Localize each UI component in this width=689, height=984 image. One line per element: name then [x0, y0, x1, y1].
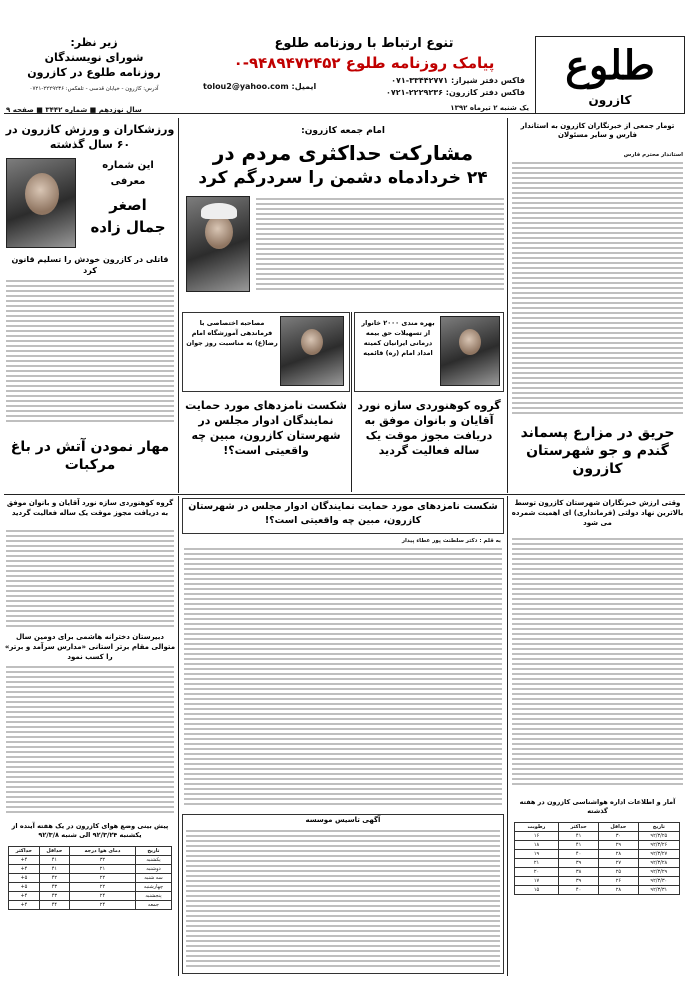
weather-heading: پیش بینی وضع هوای کازرون در یک هفته آینده از یکشنبه ۹۲/۳/۲۴ الی شنبه ۹۲/۳/۸ — [11, 822, 169, 839]
table-cell: ۱۹ — [515, 850, 559, 859]
table-cell: ۴۱ — [559, 841, 599, 850]
table-cell: ۹۲/۳/۳۱ — [638, 886, 679, 895]
reporters-body — [512, 538, 683, 788]
hiking-headline: گروه کوهنوردی سازه نورد آقایان و بانوان موفق به دریافت مجوز موقت یک ساله فعالیت گردید — [357, 399, 501, 457]
stats-header: حداکثر — [559, 823, 599, 832]
hiking-lower-heading: گروه کوهنوردی سازه نورد آقایان و بانوان موفق به دریافت مجوز موقت یک ساله فعالیت گردید — [6, 499, 174, 517]
logo-block — [535, 36, 685, 114]
table-row — [515, 850, 680, 859]
athlete-name-2: جمال زاده — [90, 218, 166, 236]
address: آدرس: کازرون - خیابان قدسی - تلفکس: ۲۲۲۹۲۳۶-۰۷۲۱ — [29, 86, 159, 92]
table-cell: ۴۳ — [39, 892, 69, 901]
table-cell: ۴۱ — [559, 832, 599, 841]
sports-intro-2: معرفی — [110, 176, 146, 187]
table-cell: ۲۵ — [599, 868, 638, 877]
table-cell: ۴۰ — [559, 886, 599, 895]
table-cell: ۳۹ — [559, 859, 599, 868]
table-row — [515, 841, 680, 850]
stats-header: رطوبت — [515, 823, 559, 832]
imam-photo — [186, 196, 250, 292]
lead-kicker: امام جمعه کازرون: — [301, 126, 385, 136]
center-body — [184, 548, 502, 808]
table-cell: ۹۲/۳/۲۹ — [638, 868, 679, 877]
table-cell: ۴+ — [9, 856, 40, 865]
sports-intro-1: این شماره — [102, 160, 154, 171]
email: ایمیل: tolou2@yahoo.com — [203, 82, 317, 91]
table-row — [9, 892, 172, 901]
stats-header: تاریخ — [638, 823, 679, 832]
table-cell: ۳۸ — [559, 868, 599, 877]
athlete-photo — [6, 158, 76, 248]
killer-heading: قاتلی در کازرون خودش را تسلیم قانون کرد — [11, 255, 169, 275]
table-cell: ۳۰ — [599, 832, 638, 841]
weather-table — [8, 846, 172, 910]
masthead — [0, 0, 689, 118]
tomar-body — [512, 162, 683, 418]
insurance-photo — [440, 316, 500, 386]
insurance-text: بهره مندی ۲۰۰۰ خانوار از تسهیلات حق بیمه درمانی ایرانیان کمیته امداد امام (ره) قائمیه — [361, 319, 435, 357]
table-cell: ۹۲/۳/۲۶ — [638, 841, 679, 850]
table-cell: ۱۷ — [515, 877, 559, 886]
table-row — [515, 868, 680, 877]
table-cell: ۴۰ — [559, 850, 599, 859]
issue-label: سال نوزدهم ■ شماره ۳۴۴۲ ■ صفحه ۹ — [6, 106, 142, 114]
table-cell: ۵+ — [9, 874, 40, 883]
table-cell: ۴۴ — [39, 901, 69, 910]
fax-shiraz: فاکس دفتر شیراز: ۳۳۴۴۲۷۷۱-۰۷۱ — [391, 76, 525, 85]
table-cell: ۵+ — [9, 883, 40, 892]
tomar-article — [510, 122, 685, 422]
table-cell: ۴۳ — [39, 883, 69, 892]
ads-title: آگهی تاسیس موسسه — [305, 816, 381, 824]
lead-headline-2: ۲۴ خردادماه دشمن را سردرگم کرد — [198, 168, 488, 188]
weather-header: تاریخ — [135, 847, 171, 856]
table-cell: ۴+ — [9, 892, 40, 901]
table-cell: ۲۴ — [70, 901, 136, 910]
hiking-lower-body — [6, 530, 174, 628]
editor-block — [4, 36, 184, 114]
logo-text: طلوع — [565, 42, 655, 89]
stats-header: حداقل — [599, 823, 638, 832]
fire-headline: حریق در مزارع پسماند گندم و جو شهرستان کازرون — [520, 425, 675, 477]
center-byline: به قلم : دکتر سلطنت پور عطاء پیدار — [401, 538, 501, 544]
stats-table — [514, 822, 680, 895]
lead-body — [256, 198, 504, 294]
interview-text: مصاحبه اختصاصی با فرماندهی آموزشگاه امام رضا(ع) به مناسبت روز جوان — [186, 319, 278, 347]
table-row — [9, 883, 172, 892]
reporters-heading: وقتی ارزش خبرنگاران شهرستان کازرون توسط بالاترین نهاد دولتی (فرمانداری) ای اهمیت شمرده می شود — [511, 499, 684, 527]
table-cell: سه شنبه — [135, 874, 171, 883]
table-cell: ۴۱ — [39, 865, 69, 874]
table-row — [9, 865, 172, 874]
table-cell: ۹۲/۳/۲۷ — [638, 850, 679, 859]
table-cell: ۲۴ — [70, 892, 136, 901]
table-cell: ۲۰ — [515, 868, 559, 877]
table-cell: ۲۹ — [599, 841, 638, 850]
table-cell: ۴+ — [9, 901, 40, 910]
weather-header: حداقل — [39, 847, 69, 856]
table-cell: ۴۱ — [39, 856, 69, 865]
sms-number: پیامک روزنامه طلوع ۹۴۸۹۴۷۲۴۵۲-۰ — [233, 54, 495, 72]
masthead-title: تنوع ارتباط با روزنامه طلوع — [274, 36, 454, 51]
table-cell: ۲۸ — [599, 850, 638, 859]
table-cell: ۱۵ — [515, 886, 559, 895]
logo-subtitle: کازرون — [588, 93, 632, 107]
table-cell: ۲۸ — [599, 886, 638, 895]
table-cell: ۱۸ — [515, 841, 559, 850]
interview-photo — [280, 316, 344, 386]
table-row — [9, 856, 172, 865]
fire2-headline: مهار نمودن آتش در باغ مرکبات — [10, 439, 170, 473]
tomar-byline: استاندار محترم فارس — [623, 152, 683, 158]
table-cell: ۲۱ — [70, 865, 136, 874]
weather-header: حداکثر — [9, 847, 40, 856]
athlete-name-1: اصغر — [109, 196, 147, 214]
table-cell: ۳۲ — [70, 856, 136, 865]
table-row — [515, 886, 680, 895]
lead-headline-1: مشارکت حداکثری مردم در — [212, 141, 474, 165]
tomar-heading: تومار جمعی از خبرنگاران کازرون به استاندار فارس و سایر مسئولان — [520, 122, 675, 139]
table-cell: یکشنبه — [135, 856, 171, 865]
ads-body — [186, 830, 500, 970]
table-row — [9, 874, 172, 883]
table-cell: ۲۲ — [70, 883, 136, 892]
center-heading: شکست نامزدهای مورد حمایت نمایندگان ادوار مجلس در شهرستان کازرون، مبین چه واقعیتی است؟! — [188, 501, 498, 526]
table-row — [9, 901, 172, 910]
contact-block — [199, 36, 529, 114]
school-body — [6, 666, 174, 816]
table-cell: جمعه — [135, 901, 171, 910]
weather-header: دمای هوا درجه — [70, 847, 136, 856]
killer-body — [6, 280, 174, 426]
table-cell: پنجشنبه — [135, 892, 171, 901]
table-cell: ۲۱ — [515, 859, 559, 868]
table-cell: ۲۷ — [599, 859, 638, 868]
table-row — [515, 877, 680, 886]
editor-title: زیر نظر: — [70, 36, 118, 49]
candidates-headline: شکست نامزدهای مورد حمایت نمایندگان ادوار مجلس در شهرستان کازرون، مبین چه واقعیتی است؟! — [185, 399, 347, 457]
table-cell: ۱۶ — [515, 832, 559, 841]
editor-line1: شورای نویسندگان — [44, 51, 144, 64]
stats-heading: آمار و اطلاعات اداره هواشناسی کازرون در هفته گذشته — [519, 798, 676, 815]
table-cell: ۹۲/۳/۲۵ — [638, 832, 679, 841]
table-cell: ۳۹ — [559, 877, 599, 886]
table-cell: دوشنبه — [135, 865, 171, 874]
sports-heading: ورزشکاران و ورزش کازرون در ۶۰ سال گذشته — [5, 123, 175, 151]
table-cell: چهارشنبه — [135, 883, 171, 892]
table-cell: ۲۶ — [599, 877, 638, 886]
table-row — [515, 859, 680, 868]
table-cell: ۴+ — [9, 865, 40, 874]
editor-line2: روزنامه طلوع در کازرون — [27, 66, 161, 79]
table-row — [515, 832, 680, 841]
table-cell: ۹۲/۳/۲۸ — [638, 859, 679, 868]
date-label: یک شنبه ۲ تیرماه ۱۳۹۲ — [450, 104, 529, 112]
table-cell: ۴۲ — [39, 874, 69, 883]
school-heading: دبیرستان دخترانه هاشمی برای دومین سال متوالی مقام برتر استانی «مدارس سرآمد و برتر» را کسب نمود — [4, 633, 176, 661]
fax-kazerun: فاکس دفتر کازرون: ۲۲۲۹۲۳۶-۰۷۲۱ — [385, 88, 525, 97]
table-cell: ۹۲/۳/۳۰ — [638, 877, 679, 886]
table-cell: ۲۲ — [70, 874, 136, 883]
